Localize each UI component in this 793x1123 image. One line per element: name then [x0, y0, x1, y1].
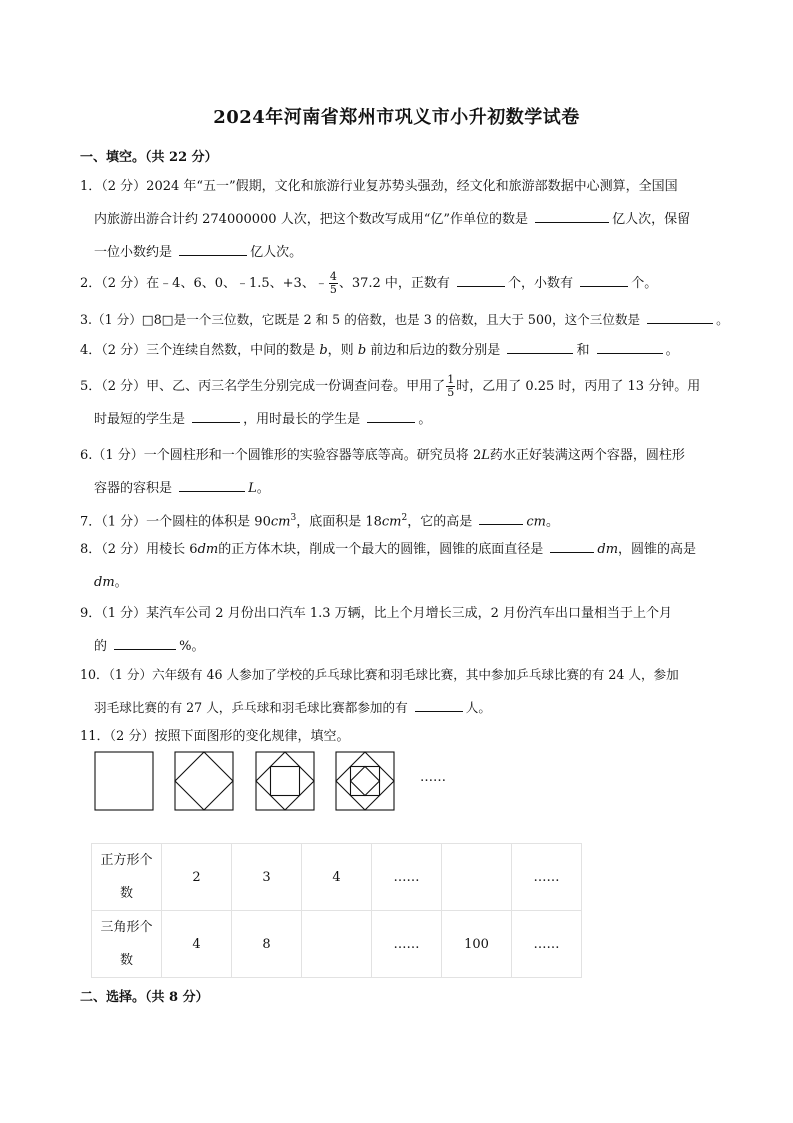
question-5 — [80, 370, 720, 436]
pattern-table — [91, 843, 582, 978]
unit-cm: cm — [381, 514, 402, 530]
continuation-dots: …… — [420, 770, 446, 785]
q9-text-a: 9．（1 分）某汽车公司 2 月份出口汽车 1.3 万辆，比上个月增长三成，2 月份汽车出口量相当于上个月 — [80, 606, 673, 621]
q10-text-b: 羽毛球比赛的有 27 人，乒乓球和羽毛球比赛都参加的有 — [94, 700, 408, 715]
answer-blank[interactable] — [192, 408, 240, 423]
q4-text-a: 4．（2 分）三个连续自然数，中间的数是 — [80, 343, 316, 358]
q5-text-d: ，用时最长的学生是 — [243, 412, 361, 427]
q1-text-c: 亿人次，保留 — [612, 212, 691, 227]
q8-text-a: 8．（2 分）用棱长 6 — [80, 542, 198, 557]
q1-text-a: 1．（2 分）2024 年“五一”假期，文化和旅游行业复苏势头强劲，经文化和旅游部数据中心测算，全国国 — [80, 179, 678, 194]
table-cell: …… — [372, 911, 442, 978]
q4-text-e: 。 — [665, 343, 679, 358]
q2-text-c: 个，小数有 — [508, 276, 574, 291]
unit-litre: L — [248, 481, 257, 496]
question-11 — [80, 720, 720, 753]
row-header-squares — [92, 844, 162, 911]
q7-text-c: ，它的高是 — [407, 514, 473, 530]
q6-text-b: 药水正好装满这两个容器，圆柱形 — [489, 448, 685, 463]
q11-text-a: 11．（2 分）按照下面图形的变化规律，填空。 — [80, 729, 350, 744]
superscript: 2 — [401, 513, 408, 523]
q2-text-a: 2．（2 分）在﹣4、6、0、﹣1.5、+3、﹣ — [80, 276, 328, 291]
q7-text-b: ，底面积是 18 — [296, 514, 382, 530]
q8-text-b: 的正方体木块，削成一个最大的圆锥，圆锥的底面直径是 — [218, 542, 544, 557]
answer-blank[interactable] — [550, 538, 594, 553]
q4-text-b: ，则 — [327, 343, 354, 358]
unit-dm: dm — [197, 542, 219, 557]
table-cell: 4 — [302, 844, 372, 911]
q2-text-d: 个。 — [631, 276, 658, 291]
table-cell: …… — [372, 844, 442, 911]
q3-text-b: 。 — [716, 312, 729, 327]
figure-3 — [256, 752, 314, 810]
table-cell: 4 — [162, 911, 232, 978]
q3-text-a: 3.（1 分）□8□是一个三位数，它既是 2 和 5 的倍数，也是 3 的倍数，且大于 500，这个三位数是 — [80, 312, 641, 327]
q8-text-c: ，圆锥的高是 — [618, 542, 697, 557]
fraction — [446, 374, 455, 399]
header-line: 三角形个 — [100, 920, 153, 935]
answer-blank[interactable] — [457, 272, 505, 287]
table-cell: …… — [512, 844, 582, 911]
q1-text-d: 一位小数约是 — [94, 245, 173, 260]
question-3 — [80, 303, 729, 336]
table-cell-blank[interactable] — [442, 844, 512, 911]
header-line: 数 — [119, 953, 133, 968]
question-6 — [80, 439, 720, 505]
q6-text-a: 6.（1 分）一个圆柱形和一个圆锥形的实验容器等底等高。研究员将 2 — [80, 448, 482, 463]
answer-blank[interactable] — [179, 241, 247, 256]
unit-cm: cm — [270, 514, 291, 530]
question-10 — [80, 658, 720, 724]
table-row — [92, 844, 582, 911]
q10-text-c: 人。 — [465, 700, 491, 715]
q7-text-d: 。 — [546, 514, 560, 530]
section-heading-choice: 二、选择。（共 8 分） — [80, 990, 209, 1005]
q10-text-a: 10．（1 分）六年级有 46 人参加了学校的乒乓球比赛和羽毛球比赛，其中参加乒乓球比赛的有 24 人，参加 — [80, 667, 679, 682]
figure-4 — [336, 752, 394, 810]
q2-text-b: 、37.2 中，正数有 — [338, 276, 450, 291]
q9-text-b: 的 — [94, 639, 108, 654]
q1-text-b: 内旅游出游合计约 274000000 人次，把这个数改写成用“亿”作单位的数是 — [94, 212, 528, 227]
section-heading-fill-blank: 一、填空。（共 22 分） — [80, 150, 218, 165]
q4-text-d: 和 — [576, 343, 590, 358]
q5-text-b: 时，乙用了 0.25 时，丙用了 13 分钟。用 — [456, 379, 701, 394]
answer-blank[interactable] — [179, 477, 245, 492]
unit-cm: cm — [526, 514, 546, 530]
table-cell: …… — [512, 911, 582, 978]
variable-b: b — [357, 343, 367, 358]
page-title: 2024年河南省郑州市巩义市小升初数学试卷 — [213, 107, 580, 128]
q4-text-c: 前边和后边的数分别是 — [370, 343, 501, 358]
q6-text-c: 容器的容积是 — [94, 481, 173, 496]
fraction-denominator: 5 — [329, 283, 337, 296]
q1-text-e: 亿人次。 — [250, 245, 303, 260]
q5-text-a: 5．（2 分）甲、乙、丙三名学生分别完成一份调查问卷。甲用了 — [80, 379, 446, 394]
answer-blank[interactable] — [507, 339, 573, 354]
figure-1-square — [95, 752, 153, 810]
fraction-denominator: 5 — [447, 386, 455, 399]
answer-blank[interactable] — [114, 635, 176, 650]
q5-text-e: 。 — [418, 412, 432, 427]
table-row — [92, 911, 582, 978]
fraction-numerator: 1 — [447, 373, 455, 386]
q9-text-c: %。 — [179, 639, 205, 654]
q6-text-d: 。 — [256, 481, 270, 496]
row-header-triangles — [92, 911, 162, 978]
figure-2 — [175, 752, 233, 810]
table-cell: 8 — [232, 911, 302, 978]
q8-text-d: 。 — [114, 575, 128, 590]
answer-blank[interactable] — [597, 339, 663, 354]
table-cell-blank[interactable] — [302, 911, 372, 978]
pattern-figures — [93, 750, 473, 812]
fraction-numerator: 4 — [329, 270, 337, 283]
question-1 — [80, 170, 720, 269]
fraction — [329, 271, 338, 296]
question-4 — [80, 334, 720, 367]
answer-blank[interactable] — [367, 408, 415, 423]
unit-litre: L — [481, 448, 490, 463]
question-2 — [80, 267, 720, 300]
q5-text-c: 时最短的学生是 — [94, 412, 186, 427]
answer-blank[interactable] — [535, 208, 609, 223]
variable-b: b — [319, 343, 328, 358]
table-cell: 100 — [442, 911, 512, 978]
unit-dm: dm — [94, 575, 115, 590]
question-8 — [80, 533, 720, 599]
q7-text-a: 7．（1 分）一个圆柱的体积是 90 — [80, 514, 271, 530]
question-9 — [80, 597, 720, 663]
answer-blank[interactable] — [479, 510, 523, 525]
answer-blank[interactable] — [580, 272, 628, 287]
answer-blank[interactable] — [415, 697, 463, 712]
header-line: 数 — [119, 886, 133, 901]
answer-blank[interactable] — [647, 309, 713, 324]
unit-dm: dm — [597, 542, 619, 557]
superscript: 3 — [290, 513, 297, 523]
table-cell: 2 — [162, 844, 232, 911]
table-cell: 3 — [232, 844, 302, 911]
header-line: 正方形个 — [100, 853, 153, 868]
